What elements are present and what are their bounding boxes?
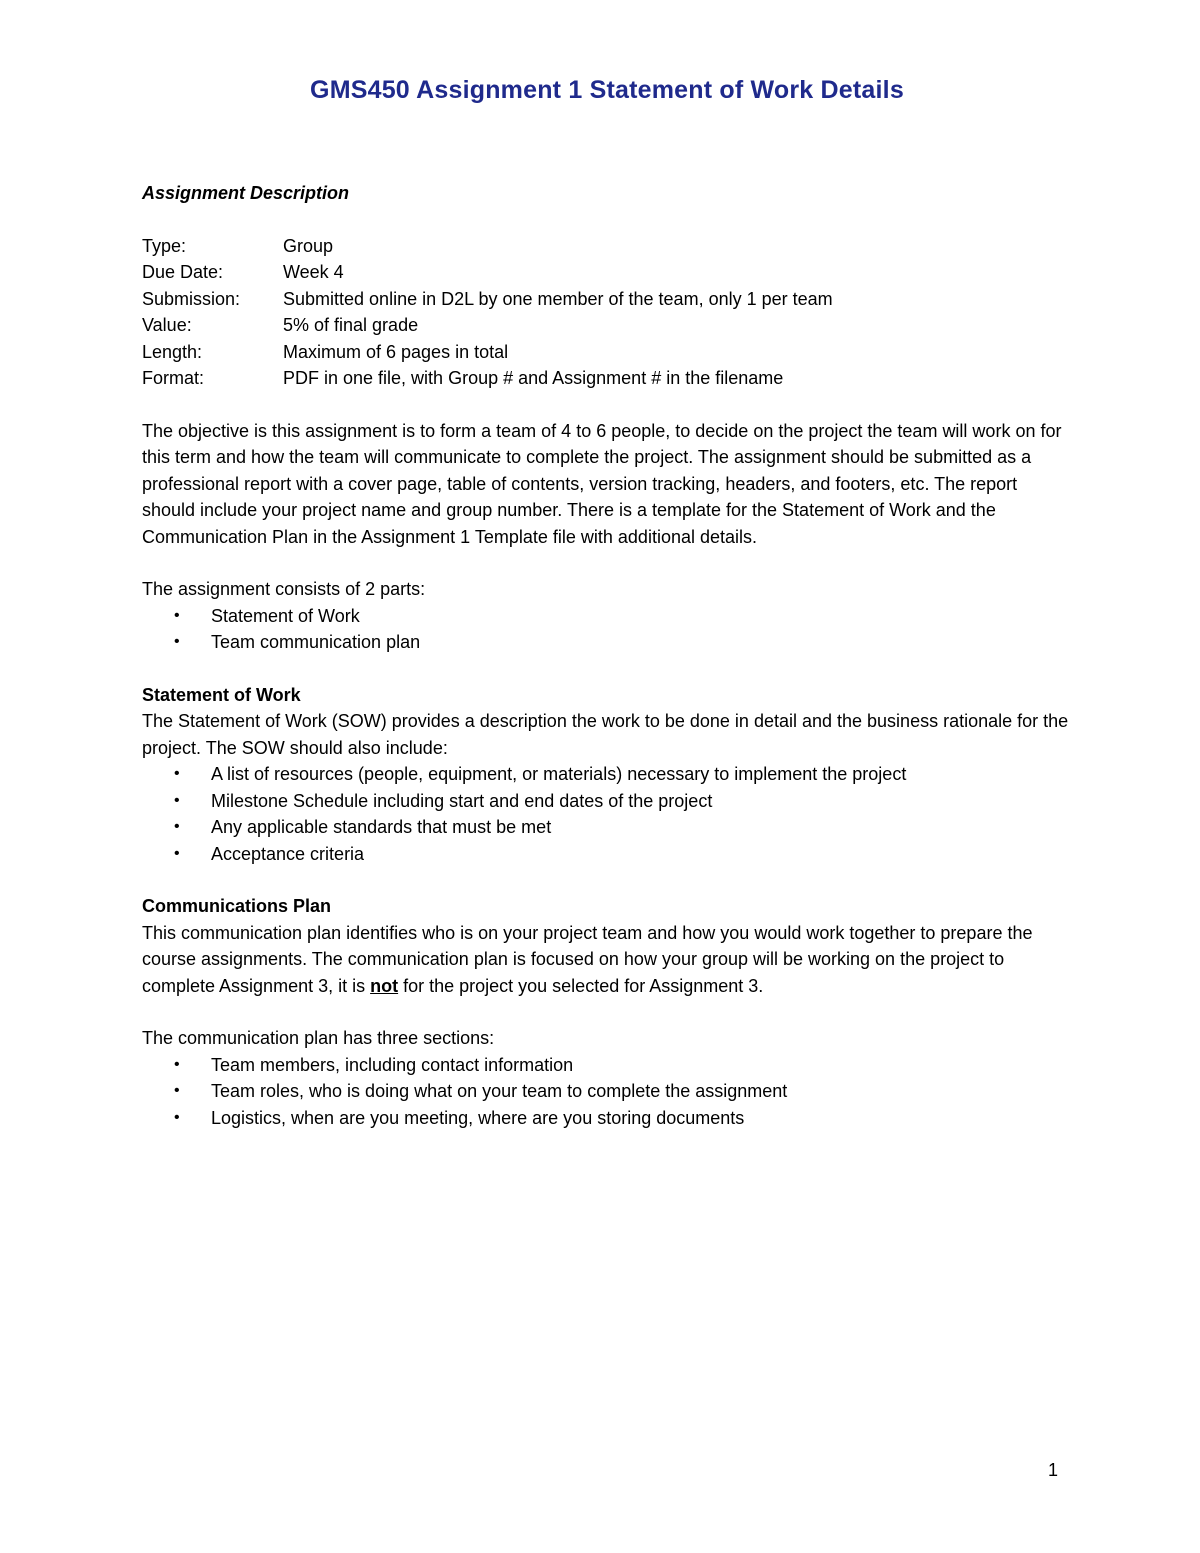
bullet-icon: • <box>174 791 180 809</box>
detail-value: Maximum of 6 pages in total <box>283 341 509 362</box>
list-item <box>142 1052 1072 1079</box>
detail-row-length <box>142 339 1072 366</box>
list-item-text: Statement of Work <box>211 605 360 626</box>
list-item <box>142 1078 1072 1105</box>
list-item <box>142 841 1072 868</box>
list-item <box>142 603 1072 630</box>
detail-label: Length: <box>142 341 203 362</box>
list-item-text: Team roles, who is doing what on your team to complete the assignment <box>211 1081 788 1101</box>
list-item <box>142 1105 1072 1132</box>
detail-value: Week 4 <box>283 262 344 282</box>
bullet-icon: • <box>174 818 180 835</box>
detail-label: Type: <box>142 235 187 256</box>
list-item-text: Logistics, when are you meeting, where are you storing documents <box>211 1107 745 1128</box>
list-item-text: Team members, including contact information <box>211 1054 574 1075</box>
statement-of-work-body: The Statement of Work (SOW) provides a description the work to be done in detail and the business rationale for the project. The SOW should also include: <box>142 711 1069 758</box>
detail-row-submission <box>142 286 1072 313</box>
list-item-text: Acceptance criteria <box>211 843 365 864</box>
communication-plan-sections-intro: The communication plan has three sections: <box>142 1028 495 1048</box>
bullet-icon: • <box>174 1055 180 1073</box>
detail-value: Group <box>283 235 334 256</box>
detail-label: Submission: <box>142 288 241 309</box>
statement-of-work-list <box>142 761 1072 867</box>
communications-plan-body-text-end: for the project you selected for Assignment 3. <box>398 975 764 996</box>
bullet-icon: • <box>174 765 180 782</box>
bullet-icon: • <box>174 633 180 650</box>
assignment-description-heading: Assignment Description <box>142 183 350 203</box>
bullet-icon: • <box>174 844 180 862</box>
bullet-icon: • <box>174 1082 180 1099</box>
detail-label: Value: <box>142 315 192 335</box>
objective-paragraph: The objective is this assignment is to form a team of 4 to 6 people, to decide on the project the team will work on for this term and how the team will communicate to complete the project. The assignment should be submitted as a professional report with a cover page, table of contents, version tracking, headers, and footers, etc. The report should include your project name and group number. There is a template for the Statement of Work and the Communication Plan in the Assignment 1 Template file with additional details. <box>142 420 1062 547</box>
detail-value: Submitted online in D2L by one member of the team, only 1 per team <box>283 288 833 309</box>
list-item-text: A list of resources (people, equipment, or materials) necessary to implement the project <box>211 764 907 784</box>
detail-row-type <box>142 233 1072 260</box>
detail-row-format <box>142 365 1072 392</box>
detail-value: PDF in one file, with Group # and Assignment # in the filename <box>283 368 784 388</box>
list-item-text: Team communication plan <box>211 632 421 652</box>
detail-value: 5% of final grade <box>283 315 419 335</box>
detail-row-due-date <box>142 259 1072 286</box>
assignment-details <box>142 233 1072 392</box>
bullet-icon: • <box>174 1108 180 1126</box>
page-content <box>142 70 1072 1157</box>
parts-list <box>142 603 1072 656</box>
list-item <box>142 788 1072 815</box>
statement-of-work-heading: Statement of Work <box>142 684 301 705</box>
list-item-text: Any applicable standards that must be met <box>211 817 552 837</box>
page-number: 1 <box>1047 1460 1058 1480</box>
detail-label: Format: <box>142 368 205 388</box>
list-item <box>142 629 1072 656</box>
list-item-text: Milestone Schedule including start and end dates of the project <box>211 790 713 811</box>
detail-row-value <box>142 312 1072 339</box>
detail-label: Due Date: <box>142 262 224 282</box>
communications-plan-body-text: This communication plan identifies who is on your project team and how you would work together to prepare the course assignments. The communication plan is focused on how your group will be working on the project to complete Assignment 3, it is <box>142 922 1033 996</box>
list-item <box>142 814 1072 841</box>
parts-intro: The assignment consists of 2 parts: <box>142 579 426 599</box>
communications-plan-body <box>142 920 1072 1000</box>
communication-plan-sections-list <box>142 1052 1072 1132</box>
bullet-icon: • <box>174 606 180 624</box>
document-title: GMS450 Assignment 1 Statement of Work Details <box>310 76 904 104</box>
list-item <box>142 761 1072 788</box>
communications-plan-heading: Communications Plan <box>142 896 332 916</box>
emphasis-not: not <box>370 975 399 996</box>
